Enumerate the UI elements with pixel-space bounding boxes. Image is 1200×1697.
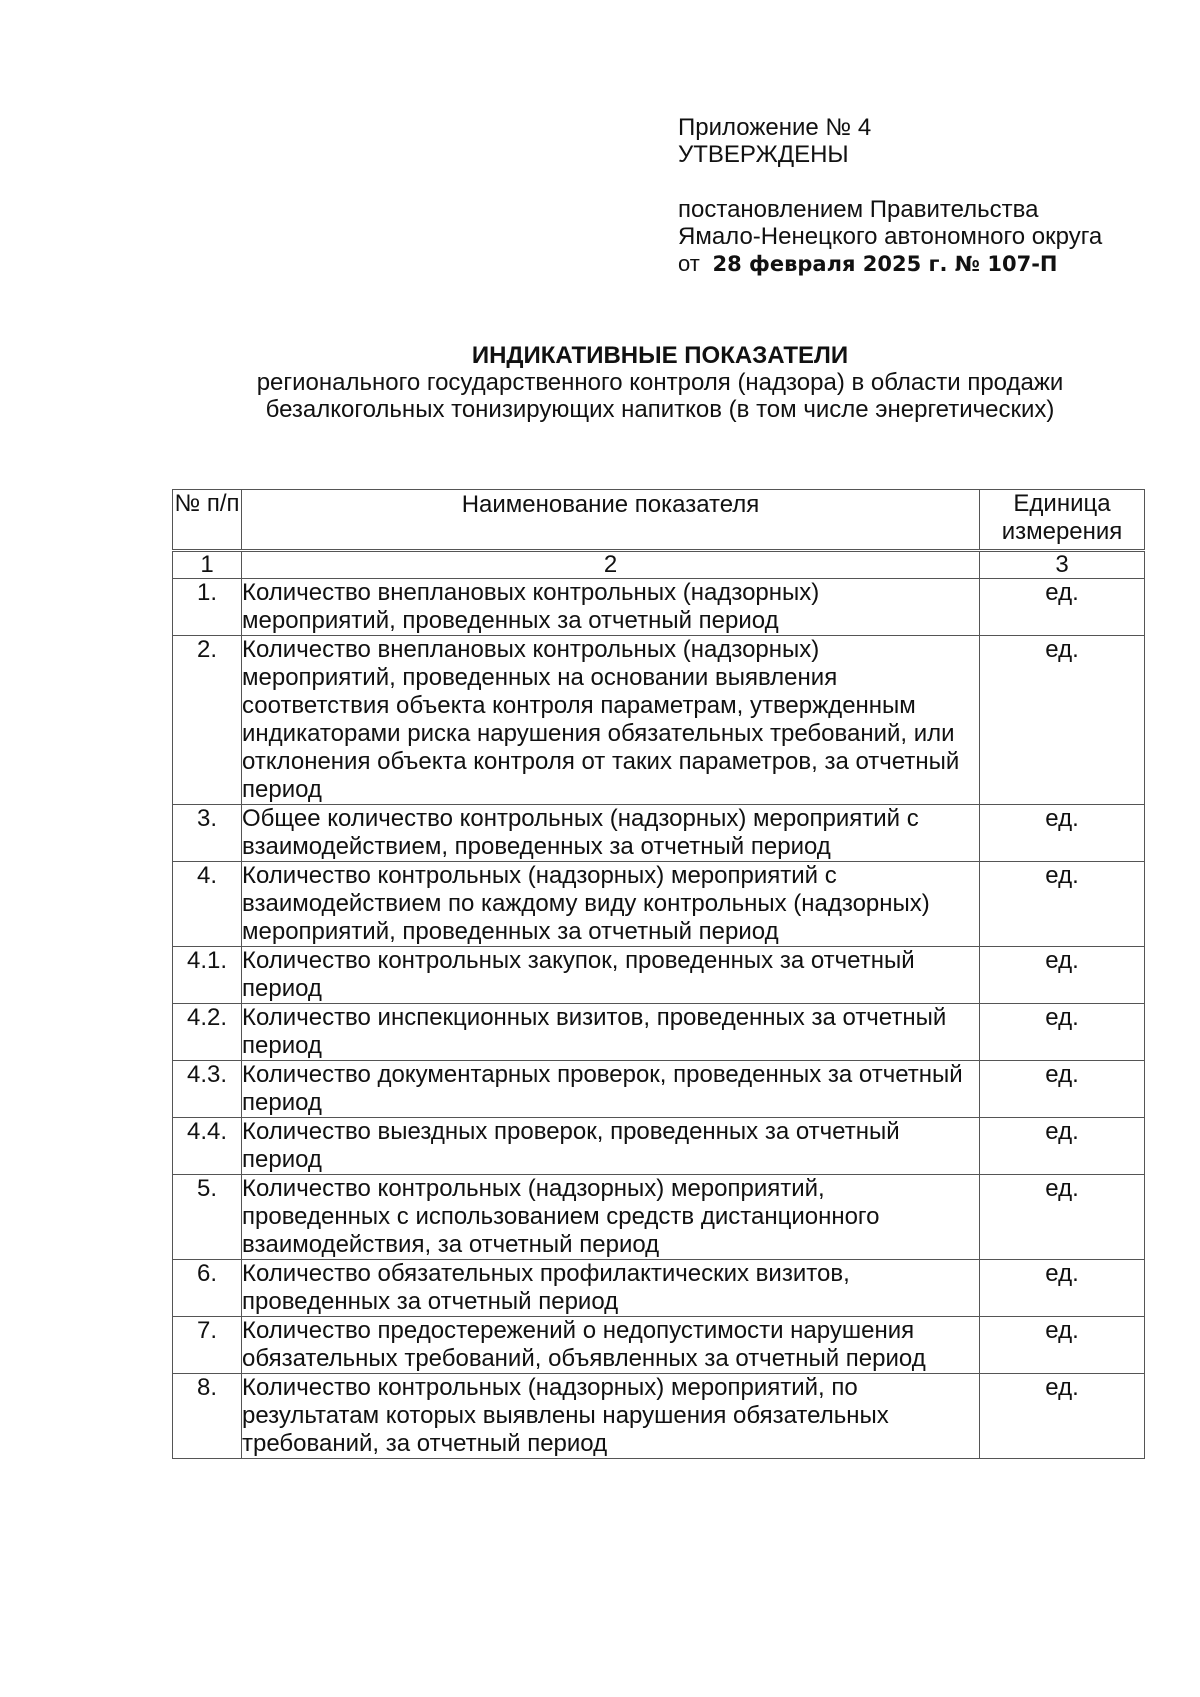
table-row (173, 1317, 1145, 1374)
unit-of-measure: ед. (980, 805, 1145, 862)
resolution-line-1: постановлением Правительства (678, 196, 1039, 223)
resolution-date-line (678, 250, 1158, 278)
indicator-name: Количество контрольных (надзорных) мероприятий, проведенных с использованием средств дистанционного взаимодействия, за отчетный период (242, 1175, 980, 1260)
unit-of-measure: ед. (980, 1061, 1145, 1118)
row-number: 4. (173, 862, 242, 947)
indicator-name: Количество инспекционных визитов, проведенных за отчетный период (242, 1004, 980, 1061)
document-subtitle-line-1: регионального государственного контроля (надзора) в области продажи (256, 369, 1064, 396)
table-header-row (173, 490, 1145, 551)
row-number: 8. (173, 1374, 242, 1459)
unit-of-measure: ед. (980, 579, 1145, 636)
table-row (173, 1260, 1145, 1317)
indicator-name: Количество контрольных (надзорных) мероприятий, по результатам которых выявлены нарушения обязательных требований, за отчетный период (242, 1374, 980, 1459)
row-number: 1. (173, 579, 242, 636)
row-number: 2. (173, 636, 242, 805)
table-row (173, 636, 1145, 805)
date-prefix: от (678, 251, 700, 276)
indicator-name: Общее количество контрольных (надзорных) мероприятий с взаимодействием, проведенных за отчетный период (242, 805, 980, 862)
indicator-name: Количество выездных проверок, проведенных за отчетный период (242, 1118, 980, 1175)
row-number: 6. (173, 1260, 242, 1317)
table-row (173, 805, 1145, 862)
unit-of-measure: ед. (980, 636, 1145, 805)
unit-of-measure: ед. (980, 947, 1145, 1004)
row-number: 5. (173, 1175, 242, 1260)
indicator-name: Количество внеплановых контрольных (надзорных) мероприятий, проведенных за отчетный период (242, 579, 980, 636)
header-indicator-name: Наименование показателя (242, 490, 980, 551)
row-number: 4.3. (173, 1061, 242, 1118)
resolution-line-2: Ямало-Ненецкого автономного округа (678, 223, 1103, 250)
unit-of-measure: ед. (980, 1317, 1145, 1374)
table-row (173, 1061, 1145, 1118)
indicators-table (172, 489, 1145, 1459)
column-number: 2 (242, 551, 980, 579)
unit-of-measure: ед. (980, 1374, 1145, 1459)
table-row (173, 1374, 1145, 1459)
row-number: 4.2. (173, 1004, 242, 1061)
header-unit: Единица измерения (980, 490, 1145, 551)
indicator-name: Количество обязательных профилактических визитов, проведенных за отчетный период (242, 1260, 980, 1317)
table-row (173, 579, 1145, 636)
indicator-name: Количество предостережений о недопустимости нарушения обязательных требований, объявленных за отчетный период (242, 1317, 980, 1374)
unit-of-measure: ед. (980, 1004, 1145, 1061)
row-number: 4.1. (173, 947, 242, 1004)
indicator-name: Количество контрольных закупок, проведенных за отчетный период (242, 947, 980, 1004)
row-number: 3. (173, 805, 242, 862)
header-number: № п/п (173, 490, 242, 551)
unit-of-measure: ед. (980, 1118, 1145, 1175)
table-row (173, 1004, 1145, 1061)
approved-label: УТВЕРЖДЕНЫ (678, 141, 849, 168)
resolution-date: 28 февраля 2025 г. № 107-П (712, 252, 1058, 276)
column-number: 1 (173, 551, 242, 579)
approval-block (678, 114, 1158, 278)
table-row (173, 862, 1145, 947)
unit-of-measure: ед. (980, 862, 1145, 947)
column-number-row (173, 551, 1145, 579)
appendix-label: Приложение № 4 (678, 114, 872, 141)
indicator-name: Количество внеплановых контрольных (надзорных) мероприятий, проведенных на основании выявления соответствия объекта контроля параметрам, утвержденным индикаторами риска нарушения обязательных требований, или отклонения объекта контроля от таких параметров, за отчетный период (242, 636, 980, 805)
unit-of-measure: ед. (980, 1175, 1145, 1260)
table-row (173, 1118, 1145, 1175)
column-number: 3 (980, 551, 1145, 579)
unit-of-measure: ед. (980, 1260, 1145, 1317)
document-subtitle-line-2: безалкогольных тонизирующих напитков (в том числе энергетических) (265, 396, 1055, 423)
indicator-name: Количество контрольных (надзорных) мероприятий с взаимодействием по каждому виду контрольных (надзорных) мероприятий, проведенных за отчетный период (242, 862, 980, 947)
row-number: 4.4. (173, 1118, 242, 1175)
row-number: 7. (173, 1317, 242, 1374)
document-title-block (130, 342, 1190, 423)
table-row (173, 1175, 1145, 1260)
table-row (173, 947, 1145, 1004)
indicator-name: Количество документарных проверок, проведенных за отчетный период (242, 1061, 980, 1118)
document-title: ИНДИКАТИВНЫЕ ПОКАЗАТЕЛИ (471, 342, 849, 369)
